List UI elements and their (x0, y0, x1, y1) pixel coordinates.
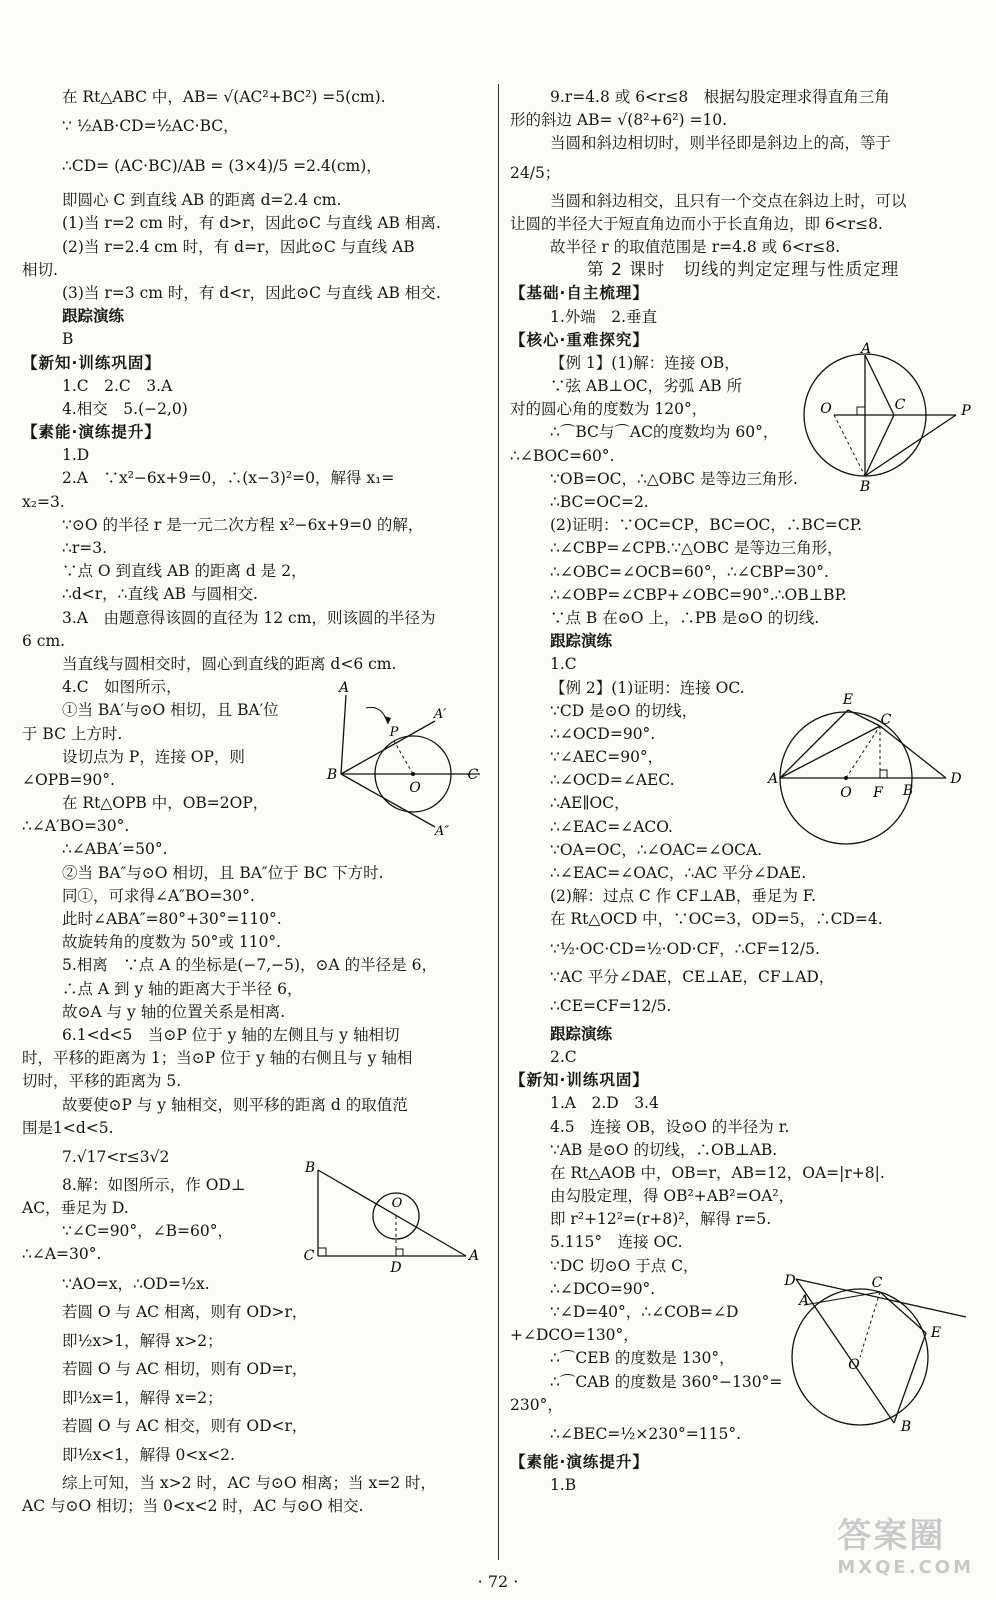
fig2-label: O (391, 1196, 403, 1211)
right-text-line: ∴AE∥OC， (550, 794, 630, 813)
left-text-line: 即圆心 C 到直线 AB 的距离 d=2.4 cm. (62, 191, 342, 210)
left-text-line: 即½x>1，解得 x>2； (62, 1331, 223, 1350)
left-text-line: 综上可知，当 x>2 时，AC 与⊙O 相离；当 x=2 时， (62, 1474, 436, 1493)
left-text-line: 2.A ∵x²−6x+9=0，∴(x−3)²=0，解得 x₁= (62, 469, 395, 488)
fig5-label: C (871, 1275, 883, 1291)
left-text-line: 切时，平移的距离为 5. (22, 1072, 182, 1091)
left-text-line: 【新知·训练巩固】 (22, 353, 161, 372)
right-text-line: 1.A 2.D 3.4 (550, 1094, 659, 1113)
right-text-line: 1.外端 2.垂直 (550, 307, 658, 326)
right-text-line: 【例 1】(1)解：连接 OB， (550, 353, 740, 372)
left-text-line: ∴r=3. (62, 539, 108, 557)
right-text-line: 在 Rt△AOB 中，OB=r，AB=12，OA=|r+8|. (550, 1163, 885, 1182)
fig3-label: P (961, 403, 971, 419)
right-text-line: ∵弦 AB⊥OC，劣弧 AB 所 (550, 377, 743, 396)
left-text-line: ①当 BA′与⊙O 相切，且 BA′位 (62, 701, 279, 720)
right-text-line: 跟踪演练 (550, 1024, 613, 1043)
fig3-label: B (859, 479, 871, 495)
right-text-line: 2.C (550, 1047, 577, 1066)
fig4-label: F (873, 785, 883, 801)
left-text-line: 8.解：如图所示，作 OD⊥ (62, 1175, 246, 1194)
watermark-text: 答案圈 (837, 1516, 946, 1556)
right-text-line: 由勾股定理，得 OB²+AB²=OA²， (550, 1187, 795, 1206)
right-text-line: 4.5 连接 OB，设⊙O 的半径为 r. (550, 1117, 790, 1136)
right-text-line: ∴∠CBP=∠CPB.∵△OBC 是等边三角形， (550, 539, 843, 558)
left-text-line: ∠OPB=90°. (22, 770, 115, 789)
left-text-line: 4.C 如图所示， (62, 678, 182, 697)
right-text-line: 让圆的半径大于短直角边而小于长直角边，即 6<r≤8. (510, 214, 883, 233)
right-text-line: ∴CE=CF=12/5. (550, 996, 672, 1015)
fig4-label: E (842, 692, 854, 708)
fig2-label: B (304, 1160, 316, 1176)
left-text-line: 3.A 由题意得该圆的直径为 12 cm，则该圆的半径为 (62, 608, 436, 627)
right-text-line: 9.r=4.8 或 6<r≤8 根据勾股定理求得直角三角 (550, 88, 890, 106)
left-text-line: 若圆 O 与 AC 相交，则有 OD<r， (62, 1417, 308, 1435)
figure-circle-tangent-cd (768, 690, 968, 808)
right-text-line: ∴∠EAC=∠OAC，∴AC 平分∠DAE. (550, 864, 807, 882)
fig5-label: E (930, 1325, 942, 1341)
fig4-label: O (840, 785, 852, 801)
right-text-line: 【例 2】(1)证明：连接 OC. (550, 678, 745, 697)
left-text-line: 若圆 O 与 AC 相切，则有 OD=r， (62, 1359, 308, 1378)
fig1-label: P (389, 725, 399, 740)
fig1-label: O (409, 780, 421, 796)
fig5-label: B (900, 1419, 912, 1435)
right-text-line: ∵点 B 在⊙O 上，∴PB 是⊙O 的切线. (550, 608, 820, 627)
left-text-line: 故旋转角的度数为 50°或 110°. (62, 933, 282, 952)
left-text-line: 在 Rt△OPB 中，OB=2OP， (62, 794, 269, 813)
fig5-label: D (784, 1273, 796, 1289)
left-text-line: 5.相离 ∵点 A 的坐标是(−7,−5)，⊙A 的半径是 6， (62, 956, 437, 975)
right-text-line: (2)证明：∵OC=CP，BC=OC，∴BC=CP. (550, 516, 862, 535)
right-text-line: 当圆和斜边相切时，则半径即是斜边上的高，等于 (550, 134, 892, 153)
left-text-line: ∴CD= (AC·BC)/AB = (3×4)/5 =2.4(cm)， (62, 157, 382, 176)
right-text-line: ∴∠DCO=90°. (550, 1279, 656, 1298)
left-text-line: ∴∠A′BO=30°. (22, 817, 130, 836)
left-text-line: ∴d<r，∴直线 AB 与圆相交. (62, 585, 258, 604)
fig1-label: B (326, 767, 338, 783)
left-text-line: x₂=3. (22, 492, 65, 511)
left-text-line: 即½x<1，解得 0<x<2. (62, 1446, 235, 1465)
fig5-label: A (798, 1293, 810, 1309)
left-text-line: ∴点 A 到 y 轴的距离大于半径 6， (62, 979, 303, 998)
left-text-line: (1)当 r=2 cm 时，有 d>r，因此⊙C 与直线 AB 相离. (62, 214, 441, 233)
right-text-line: 【基础·自主梳理】 (510, 284, 649, 303)
left-text-line: (3)当 r=3 cm 时，有 d<r，因此⊙C 与直线 AB 相交. (62, 283, 441, 302)
left-text-line: 若圆 O 与 AC 相离，则有 OD>r， (62, 1302, 308, 1321)
left-text-line: B (62, 330, 74, 349)
right-text-line: ∵∠D=40°，∴∠COB=∠D (550, 1303, 739, 1321)
right-text-line: ∴∠OCD=90°. (550, 724, 656, 743)
right-text-line: ∴∠OBP=∠CBP+∠OBC=90°.∴OB⊥BP. (550, 585, 847, 604)
fig1-label: A″ (434, 824, 450, 839)
right-text-line: ∴∠OCD=∠AEC. (550, 771, 675, 790)
left-text-line: ∵AO=x，∴OD=½x. (62, 1274, 210, 1293)
left-text-line: ∴∠A=30°. (22, 1245, 102, 1264)
fig4-label: B (902, 783, 914, 799)
right-text-line: ∴∠OBC=∠OCB=60°，∴∠CBP=30°. (550, 562, 829, 581)
right-text-line: 【新知·训练巩固】 (510, 1071, 649, 1090)
right-text-line: 当圆和斜边相交，且只有一个交点在斜边上时，可以 (550, 191, 907, 210)
left-text-line: 相切. (22, 260, 58, 279)
left-text-line: 在 Rt△ABC 中，AB= √(AC²+BC²) =5(cm). (62, 88, 386, 106)
fig1-label: C (467, 767, 479, 783)
right-text-line: ∴BC=OC=2. (550, 493, 649, 511)
left-text-line: ∵∠C=90°，∠B=60°， (62, 1222, 234, 1241)
figure-tangent-rotation (326, 680, 490, 840)
right-text-line: 形的斜边 AB= √(8²+6²) =10. (510, 111, 728, 130)
figure-right-triangle-circle (300, 1160, 490, 1280)
right-text-line: ∵AC 平分∠DAE，CE⊥AE，CF⊥AD， (550, 967, 835, 986)
right-text-line: ∴⌒BC与⌒AC的度数均为 60°， (550, 423, 779, 442)
right-text-line: ∴⌒CEB 的度数是 130°， (550, 1349, 735, 1368)
left-text-line: 设切点为 P，连接 OP，则 (62, 747, 245, 766)
right-text-line: ∵½·OC·CD=½·OD·CF，∴CF=12/5. (550, 939, 820, 958)
right-text-line: 即 r²+12²=(r+8)²，解得 r=5. (550, 1210, 772, 1229)
right-text-line: 跟踪演练 (550, 632, 613, 651)
page-number: · 72 · (477, 1572, 519, 1591)
right-text-line: 对的圆心角的度数为 120°， (510, 400, 708, 419)
left-text-line: 故要使⊙P 与 y 轴相交，则平移的距离 d 的取值范 (62, 1095, 408, 1114)
right-text-line: 1.C (550, 655, 577, 674)
watermark-url: MXQE.COM (837, 1557, 974, 1578)
left-text-line: 即½x=1，解得 x=2； (62, 1389, 223, 1407)
left-text-line: ∵⊙O 的半径 r 是一元二次方程 x²−6x+9=0 的解， (62, 515, 424, 534)
right-text-line: 5.115° 连接 OC. (550, 1233, 683, 1252)
right-text-line: 【核心·重难探究】 (510, 330, 649, 349)
fig2-label: C (303, 1248, 315, 1264)
figure-circle-tangent-dc (782, 1275, 976, 1435)
left-text-line: 于 BC 上方时. (22, 724, 123, 743)
right-text-line: +∠DCO=130°， (510, 1326, 639, 1345)
left-text-line: 时，平移的距离为 1；当⊙P 位于 y 轴的右侧且与 y 轴相 (22, 1049, 413, 1068)
left-text-line: 跟踪演练 (62, 307, 125, 326)
fig3-label: O (820, 401, 832, 417)
left-text-line: ∴∠ABA′=50°. (62, 840, 168, 859)
right-text-line: ∵AB 是⊙O 的切线，∴OB⊥AB. (550, 1140, 778, 1159)
left-text-line: AC 与⊙O 相切；当 0<x<2 时，AC 与⊙O 相交. (22, 1497, 364, 1516)
left-text-line: 7.√17<r≤3√2 (62, 1147, 170, 1166)
right-text-line: (2)解：过点 C 作 CF⊥AB，垂足为 F. (550, 887, 817, 906)
right-text-line: 在 Rt△OCD 中，∵OC=3，OD=5，∴CD=4. (550, 910, 883, 929)
left-text-line: ∵点 O 到直线 AB 的距离 d 是 2， (62, 562, 307, 581)
fig4-label: D (950, 771, 962, 787)
fig1-label: A (338, 680, 350, 696)
fig2-label: D (390, 1260, 402, 1276)
left-text-line: 同①，可求得∠A″BO=30°. (62, 886, 255, 905)
left-text-line: 1.D (62, 446, 90, 465)
fig5-label: O (848, 1357, 860, 1373)
right-text-line: ∵OB=OC，∴△OBC 是等边三角形. (550, 469, 798, 488)
right-text-line: ∴∠EAC=∠ACO. (550, 817, 673, 836)
right-text-line: ∵OA=OC，∴∠OAC=∠OCA. (550, 840, 763, 859)
column-divider (498, 84, 499, 1560)
left-text-line: 6.1<d<5 当⊙P 位于 y 轴的左侧且与 y 轴相切 (62, 1025, 400, 1044)
right-text-line: 故半径 r 的取值范围是 r=4.8 或 6<r≤8. (550, 237, 841, 256)
left-text-line: ∵ ½AB·CD=½AC·BC， (62, 117, 239, 136)
left-text-line: 此时∠ABA″=80°+30°=110°. (62, 910, 282, 928)
left-text-line: 6 cm. (22, 631, 66, 650)
left-text-line: 当直线与圆相交时，圆心到直线的距离 d<6 cm. (62, 654, 397, 673)
right-text-line: 1.B (550, 1476, 577, 1495)
fig3-label: A (860, 341, 872, 357)
watermark (837, 1508, 974, 1578)
right-text-line: ∴∠BEC=½×230°=115°. (550, 1424, 741, 1443)
right-text-line: ∴⌒CAB 的度数是 360°−130°= (550, 1372, 783, 1391)
figure-circle-tangent-pb (770, 341, 980, 495)
fig1-label: A′ (433, 707, 447, 722)
fig4-label: A (767, 771, 779, 787)
left-text-line: 4.相交 5.(−2,0) (62, 399, 188, 418)
left-text-line: 【素能·演练提升】 (22, 423, 161, 442)
right-text-line: 24/5； (510, 163, 561, 182)
right-text-line: ∵∠AEC=90°， (550, 748, 664, 767)
fig4-label: C (880, 712, 892, 728)
right-text-line: ∴∠BOC=60°. (510, 446, 615, 465)
left-text-line: ②当 BA″与⊙O 相切，且 BA″位于 BC 下方时. (62, 863, 384, 882)
right-text-line: 【素能·演练提升】 (510, 1452, 649, 1471)
right-text-line: 第 2 课时 切线的判定定理与性质定理 (586, 260, 900, 281)
fig3-label: C (894, 397, 906, 413)
left-text-line: 围是1<d<5. (22, 1118, 114, 1137)
left-text-line: 1.C 2.C 3.A (62, 376, 173, 395)
right-text-line: ∵DC 切⊙O 于点 C， (550, 1256, 699, 1275)
right-text-line: ∵CD 是⊙O 的切线， (550, 701, 698, 720)
left-text-line: AC，垂足为 D. (22, 1199, 129, 1218)
left-text-line: (2)当 r=2.4 cm 时，有 d=r，因此⊙C 与直线 AB (62, 237, 415, 256)
left-text-line: 故⊙A 与 y 轴的位置关系是相离. (62, 1002, 286, 1021)
fig2-label: A (468, 1248, 480, 1264)
right-text-line: 230°， (510, 1395, 563, 1414)
